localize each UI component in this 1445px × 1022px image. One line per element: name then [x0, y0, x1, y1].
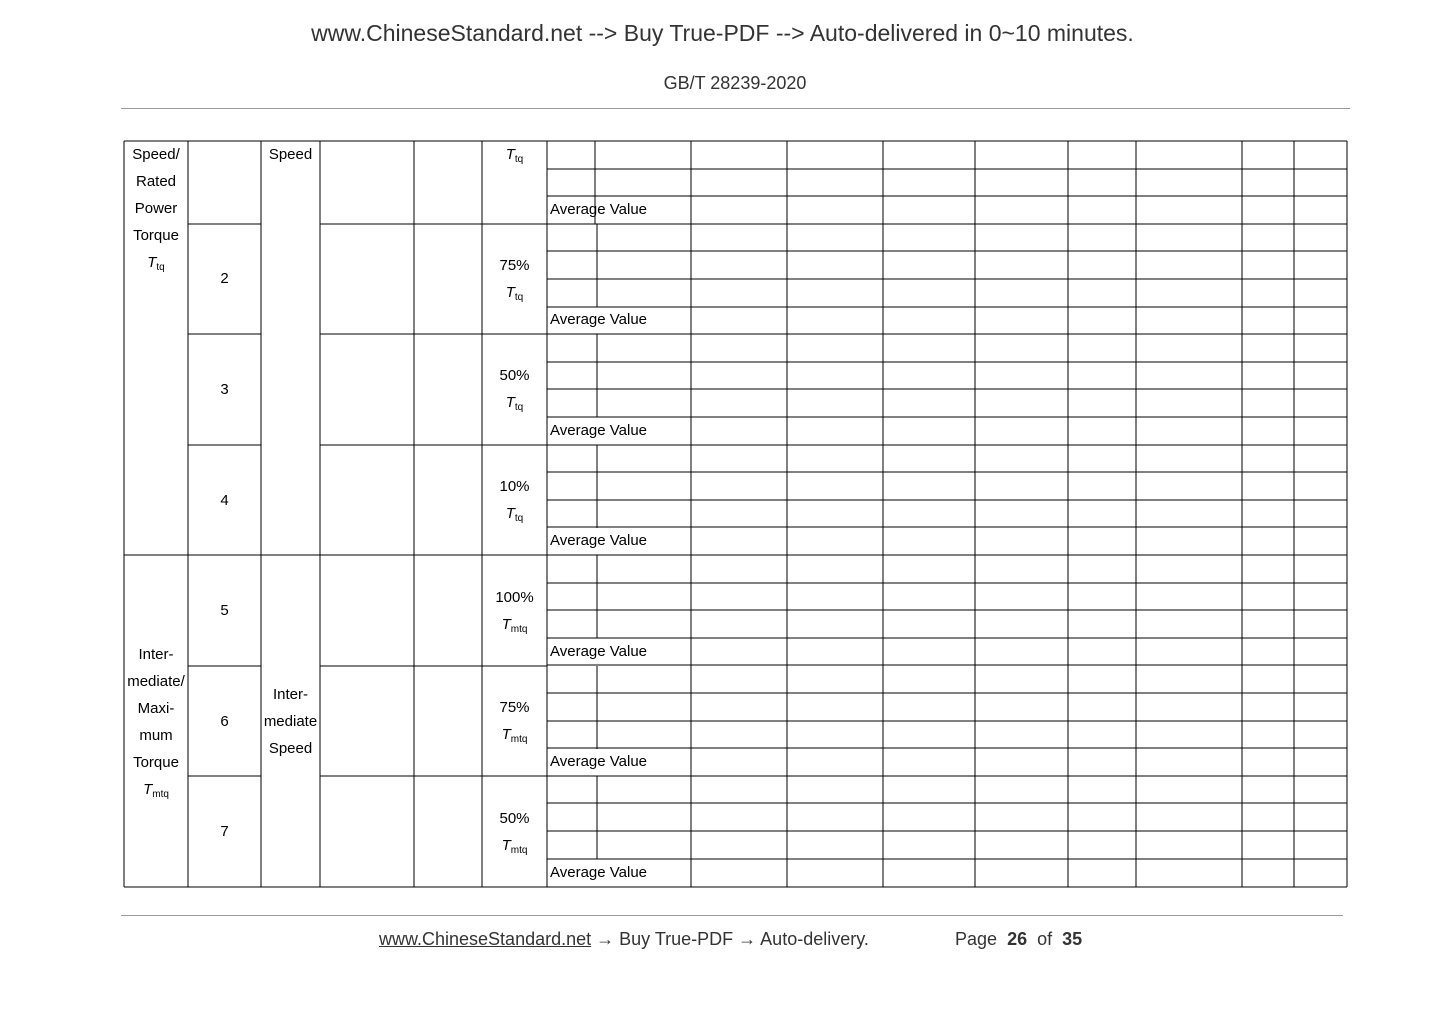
average-value-label: Average Value: [550, 643, 648, 660]
torque-cell: [482, 694, 547, 753]
group1-symbol: $T_{tq}$: [147, 254, 165, 273]
torque-symbol: $T_{mtq}$: [501, 616, 528, 635]
average-value-label: Average Value: [550, 422, 648, 439]
page-current: 26: [1007, 929, 1028, 949]
torque-cell: [482, 473, 547, 532]
row-number: 4: [220, 492, 229, 509]
torque-cell: [482, 141, 547, 173]
intermediate-speed-label: Inter- mediate Speed: [263, 686, 318, 757]
average-value-label: Average Value: [550, 532, 648, 549]
footer-divider: [121, 915, 1343, 916]
torque-cell: [482, 805, 547, 864]
group2-line: Maxi-: [137, 700, 175, 717]
row-number: 3: [220, 381, 229, 398]
row-number: 2: [220, 270, 229, 287]
torque-percent: 10%: [499, 478, 530, 495]
group2-line: Inter-: [138, 646, 174, 663]
group2-line: mediate/: [127, 673, 185, 690]
row-number: 6: [220, 713, 229, 730]
group2-line: mum: [139, 727, 173, 744]
group1-line: Speed/: [132, 146, 180, 163]
row-number: 5: [220, 602, 229, 619]
group1-line: Power: [134, 200, 178, 217]
group2-symbol: $T_{mtq}$: [143, 781, 169, 800]
group1-label: [124, 141, 188, 281]
document-code: GB/T 28239-2020: [663, 73, 807, 93]
group2-line: Torque: [133, 754, 179, 771]
torque-symbol: $T_{mtq}$: [501, 837, 528, 856]
average-value-label: Average Value: [550, 753, 648, 770]
torque-symbol: $T_{mtq}$: [501, 726, 528, 745]
torque-symbol: $T_{tq}$: [505, 284, 524, 303]
speed-label: Speed: [268, 146, 313, 163]
average-value-label: Average Value: [550, 864, 648, 881]
row-number: 7: [220, 823, 229, 840]
torque-cell: [482, 584, 547, 643]
torque-percent: 75%: [499, 257, 530, 274]
group1-line: Torque: [133, 227, 179, 244]
group1-line: Rated: [135, 173, 177, 190]
torque-symbol: $T_{tq}$: [505, 146, 524, 165]
torque-percent: 75%: [499, 699, 530, 716]
torque-percent: 50%: [499, 367, 530, 384]
torque-symbol: $T_{tq}$: [505, 394, 524, 413]
group2-label: [124, 641, 188, 808]
torque-symbol: $T_{tq}$: [505, 505, 524, 524]
footer-link[interactable]: www.ChineseStandard.net: [379, 929, 592, 949]
torque-percent: 50%: [499, 810, 530, 827]
page-total: 35: [1062, 929, 1083, 949]
average-value-label: Average Value: [550, 201, 648, 218]
torque-cell: [482, 252, 547, 311]
header-banner: www.ChineseStandard.net --> Buy True-PDF --> Auto-delivered in 0~10 minutes.: [311, 20, 1134, 46]
footer: [379, 929, 1083, 950]
average-value-label: Average Value: [550, 311, 648, 328]
torque-percent: 100%: [495, 589, 534, 606]
footer-text: → Buy True-PDF → Auto-delivery.: [596, 929, 869, 949]
torque-cell: [482, 362, 547, 421]
page-indicator: Page 26 of 35: [955, 929, 1083, 949]
